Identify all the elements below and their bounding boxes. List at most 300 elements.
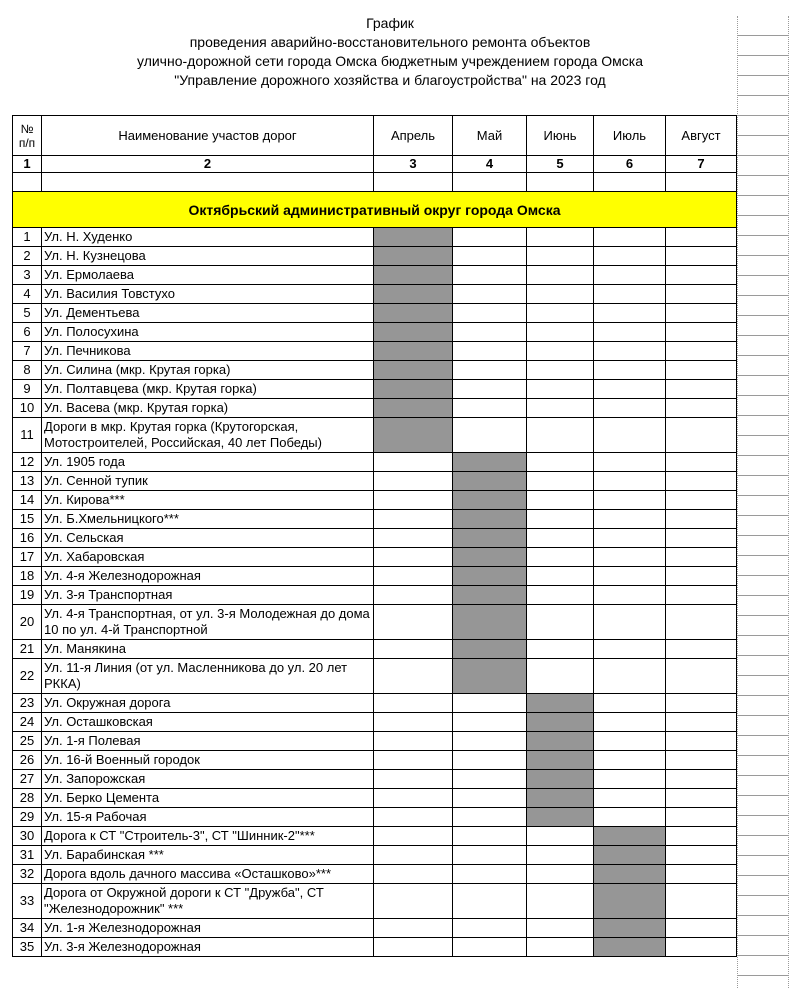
empty-cell-may: [453, 751, 527, 770]
empty-cell-july: [594, 713, 666, 732]
road-name: Ул. 15-я Рабочая: [42, 808, 374, 827]
row-number: 19: [13, 586, 42, 605]
empty-cell-april: [374, 808, 453, 827]
empty-cell-july: [594, 694, 666, 713]
road-name: Ул. Кирова***: [42, 491, 374, 510]
empty-cell-april: [374, 770, 453, 789]
empty-cell-june: [527, 548, 594, 567]
empty-cell-august: [666, 323, 737, 342]
table-row: [13, 865, 737, 884]
scheduled-cell-june: [527, 789, 594, 808]
empty-cell-august: [666, 380, 737, 399]
empty-cell-may: [453, 380, 527, 399]
table-row: [13, 605, 737, 640]
scheduled-cell-july: [594, 846, 666, 865]
empty-cell-may: [453, 342, 527, 361]
section-row: [13, 192, 737, 228]
title-line-4: "Управление дорожного хозяйства и благоустройства" на 2023 год: [174, 72, 606, 88]
blank-cell: [527, 173, 594, 192]
empty-cell-july: [594, 399, 666, 418]
table-row: [13, 247, 737, 266]
table-row: [13, 472, 737, 491]
scheduled-cell-may: [453, 529, 527, 548]
table-row: [13, 659, 737, 694]
scheduled-cell-may: [453, 472, 527, 491]
road-name: Ул. 16-й Военный городок: [42, 751, 374, 770]
table-row: [13, 285, 737, 304]
row-number: 18: [13, 567, 42, 586]
empty-cell-august: [666, 919, 737, 938]
column-number-row: [13, 156, 737, 173]
table-row: [13, 586, 737, 605]
row-number: 24: [13, 713, 42, 732]
row-number: 27: [13, 770, 42, 789]
table-row: [13, 884, 737, 919]
empty-cell-april: [374, 713, 453, 732]
row-number: 30: [13, 827, 42, 846]
empty-cell-june: [527, 919, 594, 938]
empty-cell-june: [527, 453, 594, 472]
column-number: 3: [374, 156, 453, 173]
row-number: 6: [13, 323, 42, 342]
empty-cell-june: [527, 827, 594, 846]
row-number: 35: [13, 938, 42, 957]
table-row: [13, 453, 737, 472]
road-name: Ул. Хабаровская: [42, 548, 374, 567]
empty-cell-july: [594, 228, 666, 247]
scheduled-cell-april: [374, 304, 453, 323]
road-name: Ул. Печникова: [42, 342, 374, 361]
road-name: Ул. Полтавцева (мкр. Крутая горка): [42, 380, 374, 399]
row-number: 2: [13, 247, 42, 266]
blank-row: [13, 173, 737, 192]
road-name: Ул. Н. Кузнецова: [42, 247, 374, 266]
empty-cell-june: [527, 247, 594, 266]
empty-cell-july: [594, 491, 666, 510]
empty-cell-may: [453, 827, 527, 846]
empty-cell-july: [594, 567, 666, 586]
row-number: 31: [13, 846, 42, 865]
empty-cell-august: [666, 938, 737, 957]
empty-cell-may: [453, 247, 527, 266]
table-row: [13, 491, 737, 510]
table-row: [13, 751, 737, 770]
scheduled-cell-july: [594, 827, 666, 846]
table-row: [13, 361, 737, 380]
empty-cell-july: [594, 418, 666, 453]
empty-cell-july: [594, 342, 666, 361]
scheduled-cell-april: [374, 361, 453, 380]
empty-cell-april: [374, 884, 453, 919]
empty-cell-june: [527, 472, 594, 491]
road-name: Ул. Запорожская: [42, 770, 374, 789]
row-number: 4: [13, 285, 42, 304]
scheduled-cell-april: [374, 342, 453, 361]
row-number: 9: [13, 380, 42, 399]
road-name: Дорога от Окружной дороги к СТ "Дружба", СТ "Железнодорожник" ***: [42, 884, 374, 919]
empty-cell-august: [666, 789, 737, 808]
empty-cell-june: [527, 640, 594, 659]
empty-cell-july: [594, 266, 666, 285]
blank-cell: [594, 173, 666, 192]
table-row: [13, 713, 737, 732]
scheduled-cell-may: [453, 491, 527, 510]
empty-cell-august: [666, 529, 737, 548]
table-row: [13, 548, 737, 567]
row-number: 29: [13, 808, 42, 827]
road-name: Ул. Барабинская ***: [42, 846, 374, 865]
empty-cell-june: [527, 380, 594, 399]
road-name: Ул. Ермолаева: [42, 266, 374, 285]
header-month-july: Июль: [594, 116, 666, 156]
table-row: [13, 808, 737, 827]
empty-cell-july: [594, 453, 666, 472]
empty-cell-april: [374, 472, 453, 491]
column-number: 4: [453, 156, 527, 173]
road-name: Ул. Манякина: [42, 640, 374, 659]
empty-cell-august: [666, 548, 737, 567]
row-number: 13: [13, 472, 42, 491]
empty-cell-august: [666, 751, 737, 770]
header-row: [13, 116, 737, 156]
empty-cell-july: [594, 586, 666, 605]
empty-cell-april: [374, 640, 453, 659]
empty-cell-may: [453, 846, 527, 865]
empty-cell-august: [666, 694, 737, 713]
scheduled-cell-may: [453, 605, 527, 640]
empty-cell-august: [666, 586, 737, 605]
road-name: Ул. Васева (мкр. Крутая горка): [42, 399, 374, 418]
section-title: Октябрьский административный округ города Омска: [13, 192, 737, 228]
blank-cell: [13, 173, 42, 192]
scheduled-cell-may: [453, 567, 527, 586]
header-month-june: Июнь: [527, 116, 594, 156]
empty-cell-june: [527, 884, 594, 919]
scheduled-cell-june: [527, 694, 594, 713]
empty-cell-may: [453, 884, 527, 919]
blank-cell: [374, 173, 453, 192]
table-row: [13, 919, 737, 938]
empty-cell-july: [594, 605, 666, 640]
empty-cell-may: [453, 228, 527, 247]
scheduled-cell-april: [374, 399, 453, 418]
road-name: Ул. Осташковская: [42, 713, 374, 732]
empty-cell-june: [527, 491, 594, 510]
scheduled-cell-april: [374, 323, 453, 342]
table-row: [13, 694, 737, 713]
empty-cell-april: [374, 694, 453, 713]
empty-cell-july: [594, 323, 666, 342]
road-name: Дорога к СТ "Строитель-3", СТ "Шинник-2"***: [42, 827, 374, 846]
row-number: 32: [13, 865, 42, 884]
table-row: [13, 770, 737, 789]
scheduled-cell-july: [594, 865, 666, 884]
empty-cell-july: [594, 304, 666, 323]
empty-cell-july: [594, 808, 666, 827]
empty-cell-may: [453, 789, 527, 808]
schedule-table: [12, 115, 737, 957]
empty-cell-june: [527, 361, 594, 380]
road-name: Ул. Дементьева: [42, 304, 374, 323]
road-name: Ул. 3-я Железнодорожная: [42, 938, 374, 957]
empty-cell-april: [374, 938, 453, 957]
empty-cell-may: [453, 770, 527, 789]
empty-cell-august: [666, 567, 737, 586]
empty-cell-august: [666, 510, 737, 529]
row-number: 14: [13, 491, 42, 510]
empty-cell-august: [666, 865, 737, 884]
empty-cell-june: [527, 510, 594, 529]
empty-cell-june: [527, 865, 594, 884]
table-row: [13, 846, 737, 865]
empty-cell-may: [453, 865, 527, 884]
row-number: 11: [13, 418, 42, 453]
row-number: 34: [13, 919, 42, 938]
empty-cell-april: [374, 789, 453, 808]
empty-cell-august: [666, 640, 737, 659]
road-name: Ул. 11-я Линия (от ул. Масленникова до ул. 20 лет РККА): [42, 659, 374, 694]
row-number: 17: [13, 548, 42, 567]
empty-cell-august: [666, 418, 737, 453]
scheduled-cell-april: [374, 228, 453, 247]
road-name: Ул. Сельская: [42, 529, 374, 548]
empty-cell-april: [374, 510, 453, 529]
row-number: 16: [13, 529, 42, 548]
empty-cell-august: [666, 827, 737, 846]
empty-cell-july: [594, 770, 666, 789]
row-number: 3: [13, 266, 42, 285]
road-name: Ул. Окружная дорога: [42, 694, 374, 713]
table-row: [13, 323, 737, 342]
empty-cell-july: [594, 247, 666, 266]
row-number: 25: [13, 732, 42, 751]
empty-cell-august: [666, 770, 737, 789]
empty-cell-august: [666, 453, 737, 472]
road-name: Ул. Берко Цемента: [42, 789, 374, 808]
header-name: Наименование участов дорог: [42, 116, 374, 156]
header-month-august: Август: [666, 116, 737, 156]
table-row: [13, 228, 737, 247]
empty-cell-august: [666, 713, 737, 732]
empty-cell-august: [666, 247, 737, 266]
empty-cell-august: [666, 361, 737, 380]
empty-cell-august: [666, 304, 737, 323]
empty-cell-july: [594, 640, 666, 659]
empty-cell-june: [527, 399, 594, 418]
column-number: 1: [13, 156, 42, 173]
empty-cell-july: [594, 472, 666, 491]
empty-cell-july: [594, 285, 666, 304]
empty-cell-august: [666, 399, 737, 418]
scheduled-cell-may: [453, 586, 527, 605]
scheduled-cell-june: [527, 713, 594, 732]
row-number: 7: [13, 342, 42, 361]
empty-cell-may: [453, 694, 527, 713]
empty-cell-august: [666, 472, 737, 491]
empty-cell-july: [594, 789, 666, 808]
empty-cell-may: [453, 713, 527, 732]
road-name: Ул. Н. Худенко: [42, 228, 374, 247]
empty-cell-june: [527, 228, 594, 247]
empty-cell-july: [594, 659, 666, 694]
table-row: [13, 266, 737, 285]
row-number: 1: [13, 228, 42, 247]
empty-cell-june: [527, 659, 594, 694]
scheduled-cell-may: [453, 548, 527, 567]
table-row: [13, 380, 737, 399]
empty-cell-august: [666, 491, 737, 510]
empty-cell-august: [666, 884, 737, 919]
empty-cell-april: [374, 586, 453, 605]
row-number: 10: [13, 399, 42, 418]
empty-cell-may: [453, 399, 527, 418]
blank-cell: [666, 173, 737, 192]
road-name: Ул. Сенной тупик: [42, 472, 374, 491]
scheduled-cell-may: [453, 640, 527, 659]
empty-cell-august: [666, 342, 737, 361]
empty-cell-april: [374, 732, 453, 751]
empty-cell-june: [527, 266, 594, 285]
empty-cell-may: [453, 919, 527, 938]
row-number: 33: [13, 884, 42, 919]
scheduled-cell-june: [527, 770, 594, 789]
row-number: 22: [13, 659, 42, 694]
empty-cell-may: [453, 808, 527, 827]
table-row: [13, 399, 737, 418]
column-number: 5: [527, 156, 594, 173]
table-row: [13, 529, 737, 548]
empty-cell-june: [527, 529, 594, 548]
scheduled-cell-july: [594, 938, 666, 957]
empty-cell-april: [374, 919, 453, 938]
empty-cell-june: [527, 567, 594, 586]
empty-cell-may: [453, 361, 527, 380]
empty-cell-august: [666, 659, 737, 694]
road-name: Ул. 1-я Полевая: [42, 732, 374, 751]
scheduled-cell-may: [453, 453, 527, 472]
empty-cell-august: [666, 808, 737, 827]
header-month-april: Апрель: [374, 116, 453, 156]
empty-cell-april: [374, 605, 453, 640]
scheduled-cell-may: [453, 510, 527, 529]
row-number: 8: [13, 361, 42, 380]
blank-cell: [42, 173, 374, 192]
scheduled-cell-may: [453, 659, 527, 694]
road-name: Ул. Б.Хмельницкого***: [42, 510, 374, 529]
empty-cell-july: [594, 361, 666, 380]
empty-cell-may: [453, 418, 527, 453]
empty-cell-august: [666, 846, 737, 865]
table-row: [13, 304, 737, 323]
scheduled-cell-april: [374, 380, 453, 399]
empty-cell-july: [594, 548, 666, 567]
scheduled-cell-june: [527, 808, 594, 827]
scheduled-cell-july: [594, 919, 666, 938]
empty-cell-july: [594, 380, 666, 399]
road-name: Дороги в мкр. Крутая горка (Крутогорская, Мотостроителей, Российская, 40 лет Победы): [42, 418, 374, 453]
table-row: [13, 732, 737, 751]
title-line-2: проведения аварийно-восстановительного ремонта объектов: [189, 34, 591, 50]
empty-cell-may: [453, 938, 527, 957]
empty-cell-april: [374, 659, 453, 694]
empty-cell-june: [527, 342, 594, 361]
table-row: [13, 510, 737, 529]
scheduled-cell-april: [374, 285, 453, 304]
row-number: 28: [13, 789, 42, 808]
column-number: 7: [666, 156, 737, 173]
table-row: [13, 418, 737, 453]
row-number: 21: [13, 640, 42, 659]
empty-cell-april: [374, 491, 453, 510]
row-number: 12: [13, 453, 42, 472]
blank-cell: [453, 173, 527, 192]
empty-cell-july: [594, 751, 666, 770]
empty-cell-june: [527, 605, 594, 640]
table-row: [13, 789, 737, 808]
scheduled-cell-april: [374, 247, 453, 266]
empty-cell-april: [374, 865, 453, 884]
header-month-may: Май: [453, 116, 527, 156]
empty-cell-june: [527, 586, 594, 605]
empty-cell-august: [666, 732, 737, 751]
empty-cell-july: [594, 732, 666, 751]
scheduled-cell-july: [594, 884, 666, 919]
empty-cell-june: [527, 418, 594, 453]
scheduled-cell-april: [374, 418, 453, 453]
scheduled-cell-april: [374, 266, 453, 285]
row-number: 23: [13, 694, 42, 713]
side-column-gridlines: [737, 16, 789, 988]
empty-cell-april: [374, 529, 453, 548]
road-name: Ул. Полосухина: [42, 323, 374, 342]
empty-cell-april: [374, 567, 453, 586]
road-name: Ул. Василия Товстухо: [42, 285, 374, 304]
road-name: Ул. 1-я Железнодорожная: [42, 919, 374, 938]
empty-cell-june: [527, 304, 594, 323]
empty-cell-june: [527, 323, 594, 342]
row-number: 26: [13, 751, 42, 770]
header-num: № п/п: [13, 116, 42, 156]
row-number: 20: [13, 605, 42, 640]
empty-cell-april: [374, 846, 453, 865]
empty-cell-may: [453, 304, 527, 323]
table-row: [13, 567, 737, 586]
column-number: 2: [42, 156, 374, 173]
empty-cell-july: [594, 529, 666, 548]
empty-cell-august: [666, 605, 737, 640]
empty-cell-may: [453, 323, 527, 342]
table-row: [13, 342, 737, 361]
empty-cell-june: [527, 846, 594, 865]
road-name: Ул. 1905 года: [42, 453, 374, 472]
row-number: 15: [13, 510, 42, 529]
document-title: [60, 14, 720, 90]
scheduled-cell-june: [527, 732, 594, 751]
road-name: Дорога вдоль дачного массива «Осташково»***: [42, 865, 374, 884]
row-number: 5: [13, 304, 42, 323]
road-name: Ул. 4-я Железнодорожная: [42, 567, 374, 586]
empty-cell-may: [453, 266, 527, 285]
empty-cell-may: [453, 732, 527, 751]
empty-cell-june: [527, 938, 594, 957]
road-name: Ул. 4-я Транспортная, от ул. 3-я Молодежная до дома 10 по ул. 4-й Транспортной: [42, 605, 374, 640]
road-name: Ул. Силина (мкр. Крутая горка): [42, 361, 374, 380]
empty-cell-april: [374, 827, 453, 846]
table-row: [13, 827, 737, 846]
scheduled-cell-june: [527, 751, 594, 770]
empty-cell-august: [666, 228, 737, 247]
empty-cell-april: [374, 548, 453, 567]
